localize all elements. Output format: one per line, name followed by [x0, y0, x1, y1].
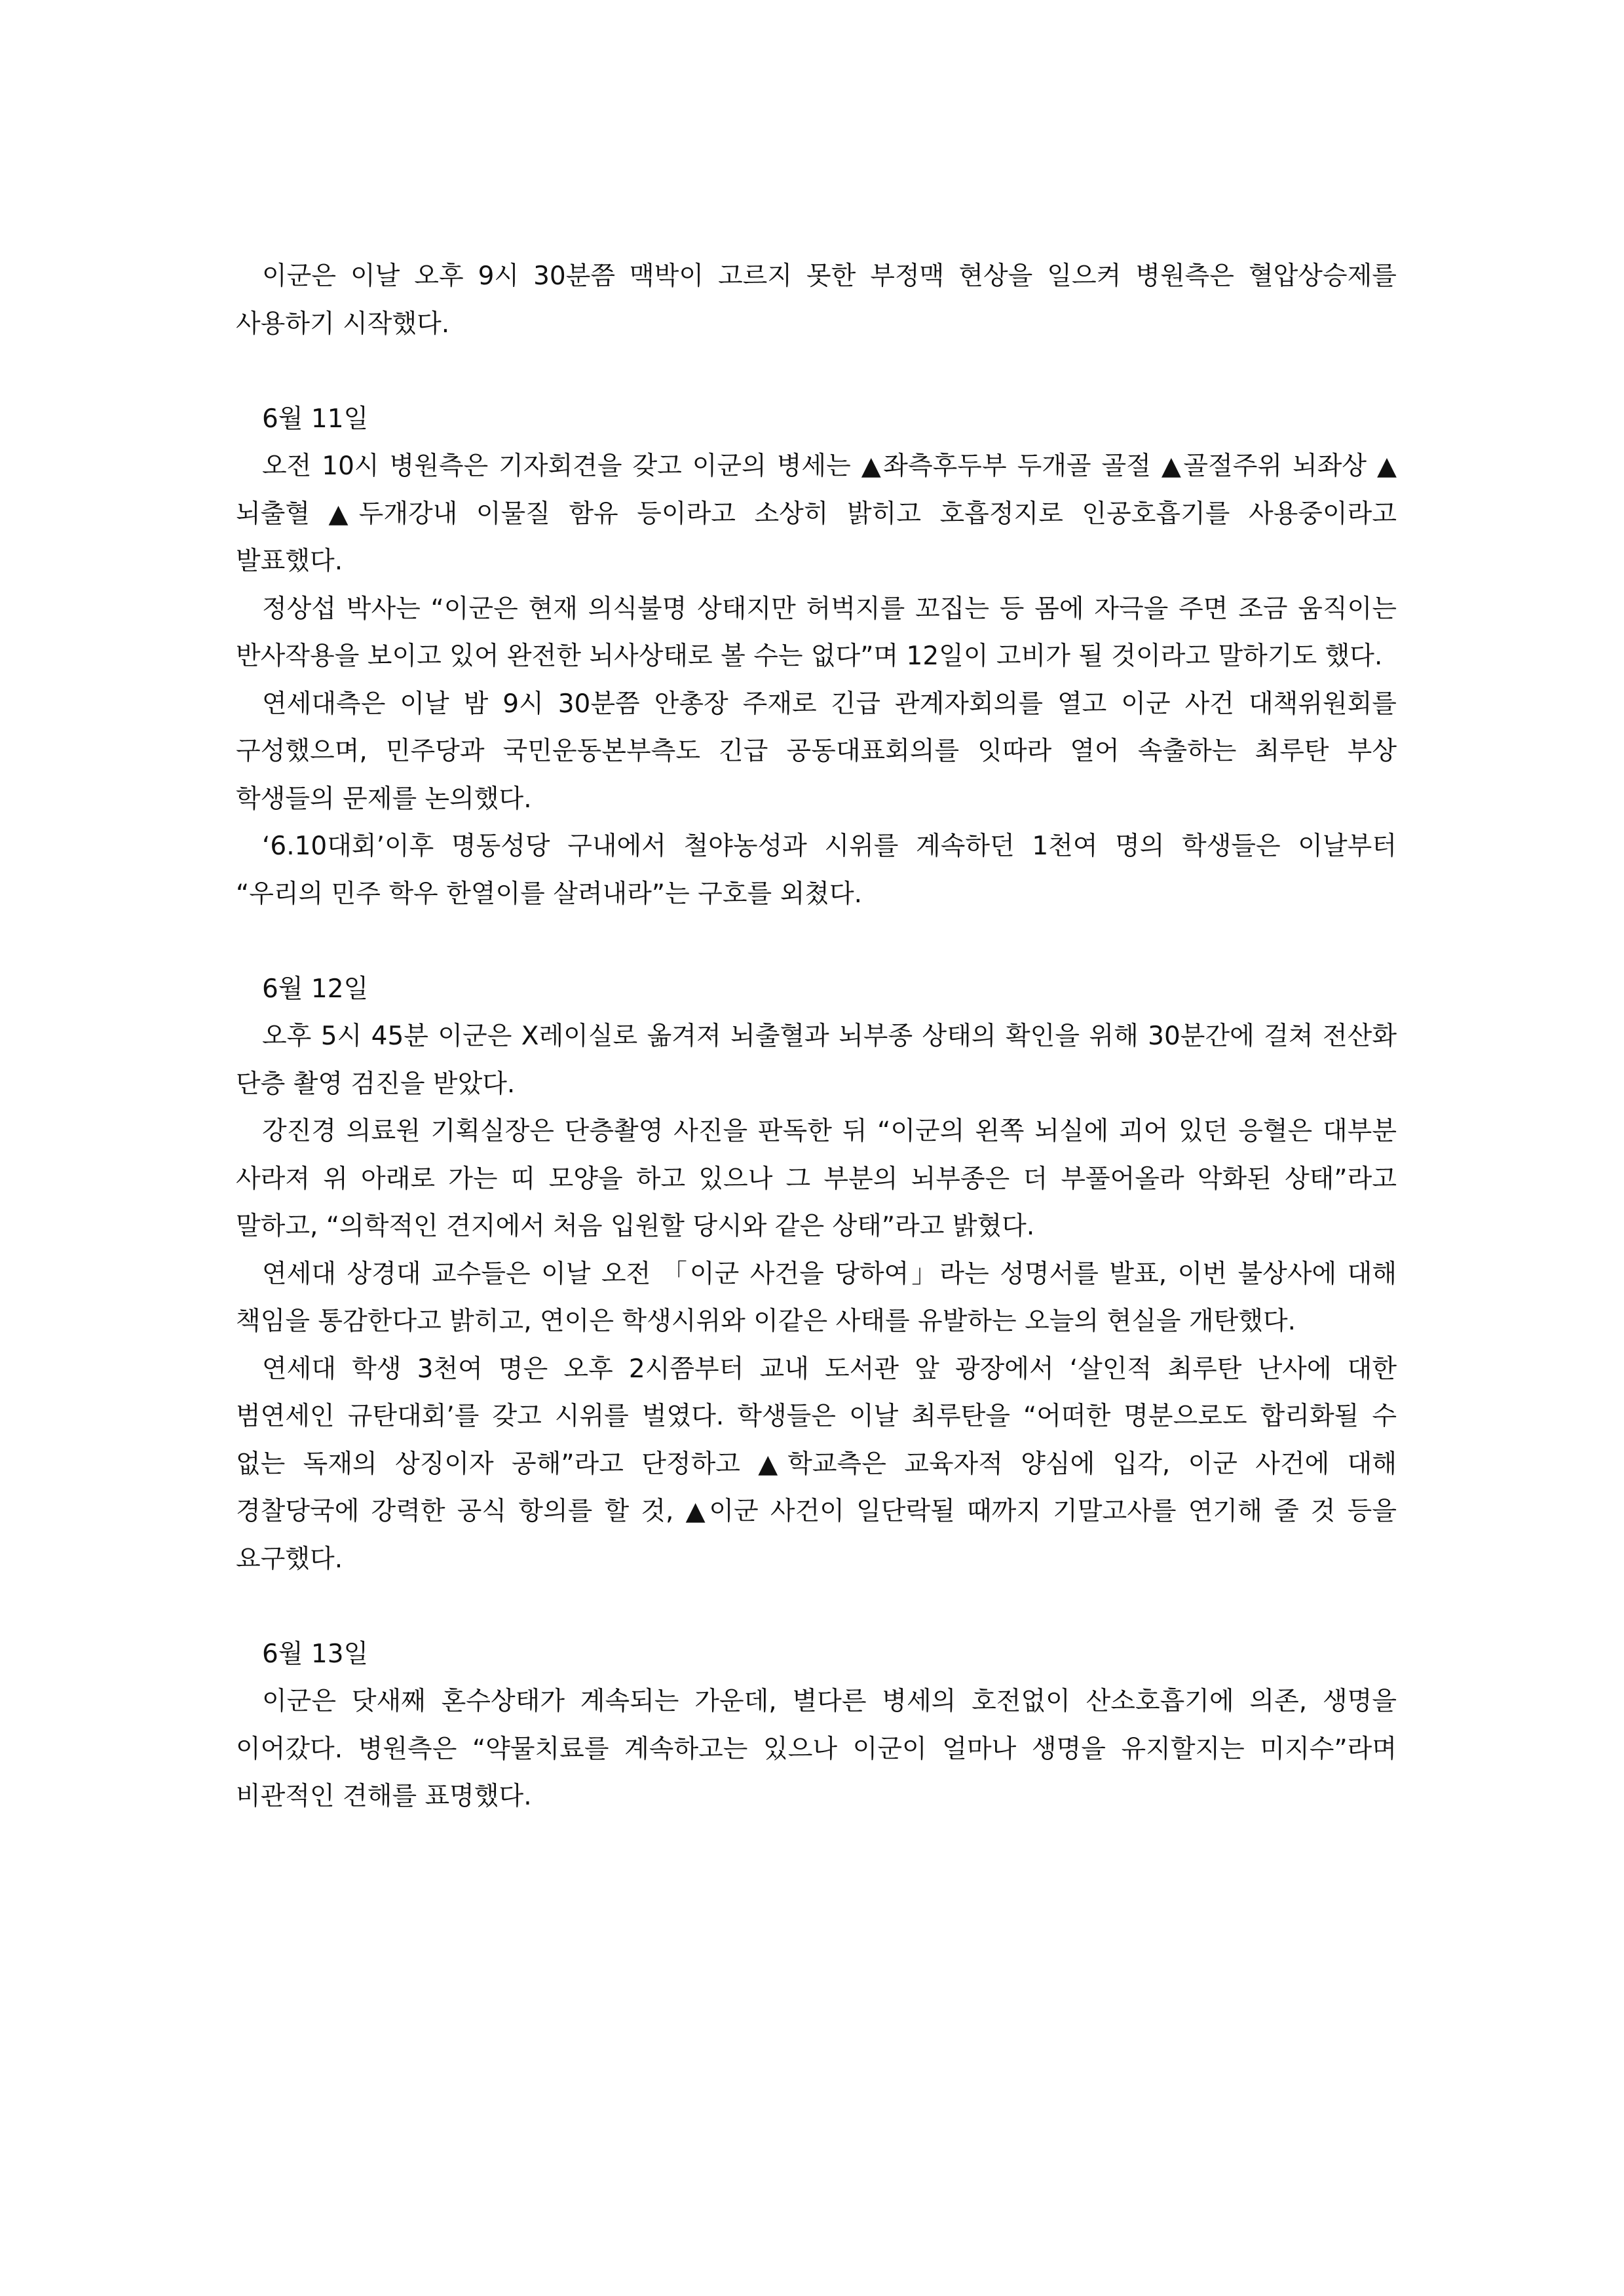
- date-heading: 6월 13일: [262, 1639, 369, 1669]
- section-gap: [236, 348, 1397, 396]
- section-gap: [236, 918, 1397, 966]
- paragraph: 연세대측은 이날 밤 9시 30분쯤 안총장 주재로 긴급 관계자회의를 열고 이군 사건 대책위원회를 구성했으며, 민주당과 국민운동본부측도 긴급 공동대표회의를 잇따라 열어 속출하는 최루탄 부상 학생들의 문제를 논의했다.: [236, 689, 1397, 814]
- paragraph: ‘6.10대회’이후 명동성당 구내에서 철야농성과 시위를 계속하던 1천여 명의 학생들은 이날부터 “우리의 민주 학우 한열이를 살려내라”는 구호를 외쳤다.: [236, 832, 1397, 909]
- section-gap: [236, 1583, 1397, 1631]
- paragraph: 연세대 학생 3천여 명은 오후 2시쯤부터 교내 도서관 앞 광장에서 ‘살인적 최루탄 난사에 대한 범연세인 규탄대회’를 갖고 시위를 벌였다. 학생들은 이날 최루탄을 “어떠한 명분으로도 합리화될 수 없는 독재의 상징이자 공해”라고 단정하고 ▲학교측은 교육자적 양심에 입각, 이군 사건에 대해 경찰당국에 강력한 공식 항의를 할 것, ▲이군 사건이 일단락될 때까지 기말고사를 연기해 줄 것 등을 요구했다.: [236, 1354, 1397, 1574]
- date-heading: 6월 11일: [262, 404, 369, 434]
- paragraph: 정상섭 박사는 “이군은 현재 의식불명 상태지만 허벅지를 꼬집는 등 몸에 자극을 주면 조금 움직이는 반사작용을 보이고 있어 완전한 뇌사상태로 볼 수는 없다”며 12일이 고비가 될 것이라고 말하기도 했다.: [236, 594, 1397, 671]
- paragraph: 강진경 의료원 기획실장은 단층촬영 사진을 판독한 뒤 “이군의 왼쪽 뇌실에 괴어 있던 응혈은 대부분 사라져 위 아래로 가는 띠 모양을 하고 있으나 그 부분의 뇌부종은 더 부풀어올라 악화된 상태”라고 말하고, “의학적인 견지에서 처음 입원할 당시와 같은 상태”라고 밝혔다.: [236, 1117, 1397, 1241]
- paragraph: 연세대 상경대 교수들은 이날 오전 「이군 사건을 당하여」라는 성명서를 발표, 이번 불상사에 대해 책임을 통감한다고 밝히고, 연이은 학생시위와 이같은 사태를 유발하는 오늘의 현실을 개탄했다.: [236, 1259, 1397, 1336]
- paragraph: 이군은 닷새째 혼수상태가 계속되는 가운데, 별다른 병세의 호전없이 산소호흡기에 의존, 생명을 이어갔다. 병원측은 “약물치료를 계속하고는 있으나 이군이 얼마나 생명을 유지할지는 미지수”라며 비관적인 견해를 표명했다.: [236, 1687, 1397, 1811]
- paragraph: 오전 10시 병원측은 기자회견을 갖고 이군의 병세는 ▲좌측후두부 두개골 골절 ▲골절주위 뇌좌상 ▲뇌출혈 ▲두개강내 이물질 함유 등이라고 소상히 밝히고 호흡정지로 인공호흡기를 사용중이라고 발표했다.: [236, 451, 1397, 576]
- paragraph: 오후 5시 45분 이군은 X레이실로 옮겨져 뇌출혈과 뇌부종 상태의 확인을 위해 30분간에 걸쳐 전산화 단층 촬영 검진을 받았다.: [236, 1022, 1397, 1099]
- paragraph: 이군은 이날 오후 9시 30분쯤 맥박이 고르지 못한 부정맥 현상을 일으켜 병원측은 혈압상승제를 사용하기 시작했다.: [236, 261, 1397, 339]
- date-heading: 6월 12일: [262, 974, 369, 1004]
- document-body: [236, 253, 1397, 1821]
